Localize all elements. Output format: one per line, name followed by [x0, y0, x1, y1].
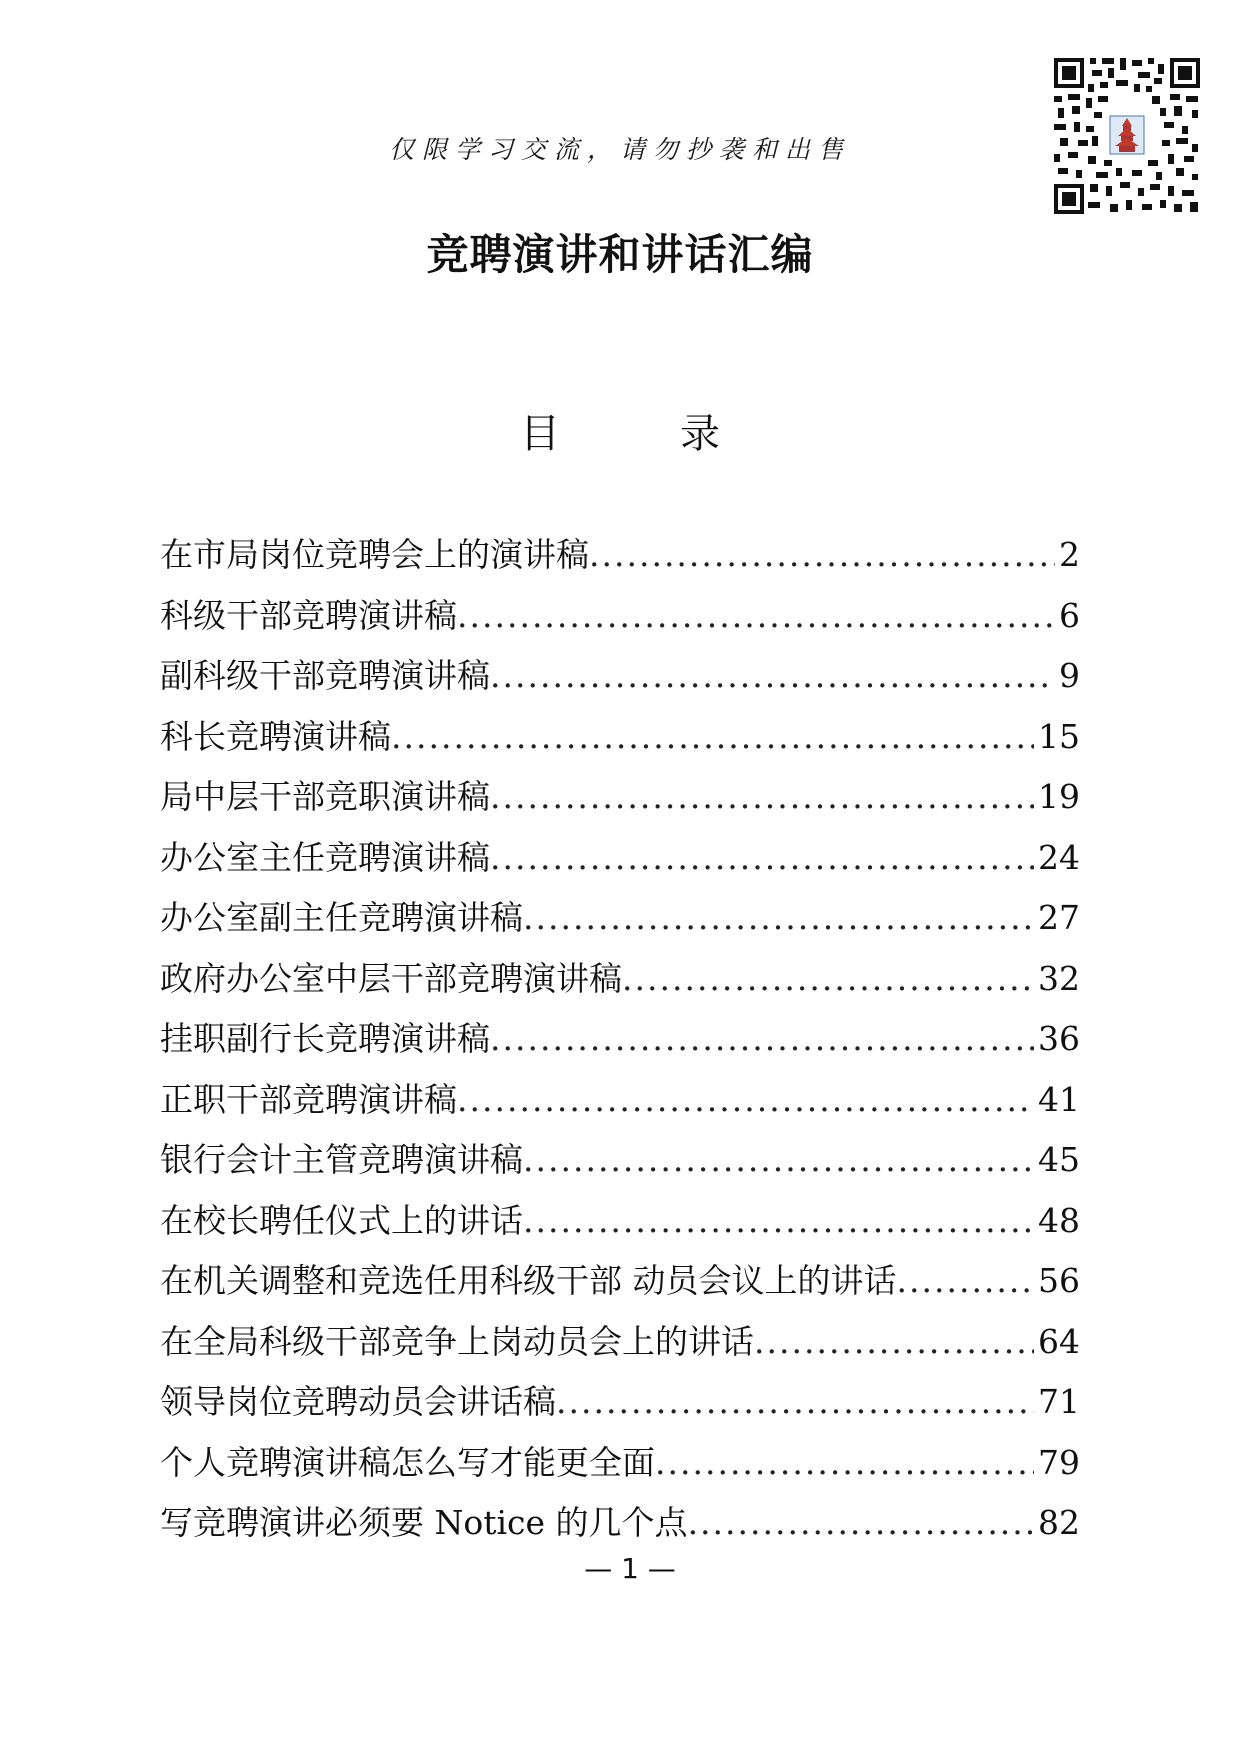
toc-dot-leader [754, 1312, 1034, 1372]
toc-entry-page: 79 [1038, 1442, 1080, 1482]
toc-entry-title: 在全局科级干部竞争上岗动员会上的讲话 [160, 1321, 754, 1361]
toc-entry-page: 48 [1038, 1200, 1080, 1240]
toc-entry[interactable] [160, 1251, 1080, 1312]
toc-entry-page: 15 [1038, 716, 1080, 756]
toc-entry[interactable] [160, 1070, 1080, 1131]
toc-entry-page: 82 [1038, 1503, 1080, 1543]
table-of-contents [160, 525, 1080, 1554]
toc-dot-leader [622, 949, 1034, 1009]
toc-dot-leader [655, 1433, 1034, 1493]
toc-entry-title: 办公室主任竞聘演讲稿 [160, 837, 490, 877]
toc-entry-title: 办公室副主任竞聘演讲稿 [160, 898, 523, 938]
toc-entry[interactable] [160, 1009, 1080, 1070]
toc-entry[interactable] [160, 828, 1080, 889]
toc-entry[interactable] [160, 646, 1080, 707]
toc-dot-leader [589, 525, 1055, 585]
qr-code-icon [1052, 56, 1202, 216]
toc-entry-title: 领导岗位竞聘动员会讲话稿 [160, 1382, 556, 1422]
toc-entry[interactable] [160, 525, 1080, 586]
toc-entry[interactable] [160, 888, 1080, 949]
toc-entry-title: 政府办公室中层干部竞聘演讲稿 [160, 958, 622, 998]
toc-dot-leader [490, 767, 1034, 827]
toc-entry[interactable] [160, 586, 1080, 647]
document-title: 竞聘演讲和讲话汇编 [426, 230, 814, 279]
toc-entry-page: 27 [1038, 898, 1080, 938]
toc-entry[interactable] [160, 1312, 1080, 1373]
toc-heading: 目 录 [520, 411, 760, 457]
toc-dot-leader [523, 1130, 1034, 1190]
toc-dot-leader [457, 1070, 1034, 1130]
toc-entry[interactable] [160, 767, 1080, 828]
toc-entry-title: 副科级干部竞聘演讲稿 [160, 656, 490, 696]
toc-dot-leader [490, 1009, 1034, 1069]
toc-dot-leader [897, 1251, 1035, 1311]
toc-entry[interactable] [160, 1130, 1080, 1191]
toc-entry[interactable] [160, 707, 1080, 768]
toc-dot-leader [523, 1191, 1034, 1251]
toc-entry[interactable] [160, 1191, 1080, 1252]
toc-dot-leader [688, 1493, 1034, 1553]
toc-entry-page: 64 [1038, 1321, 1080, 1361]
copyright-notice: 仅限学习交流，请勿抄袭和出售 [388, 135, 851, 164]
toc-dot-leader [457, 586, 1055, 646]
toc-entry-page: 36 [1038, 1019, 1080, 1059]
toc-entry-title: 科长竞聘演讲稿 [160, 716, 391, 756]
toc-entry-title: 在机关调整和竞选任用科级干部 动员会议上的讲话 [160, 1261, 897, 1301]
toc-entry-page: 71 [1038, 1382, 1080, 1422]
toc-entry-page: 19 [1038, 777, 1080, 817]
toc-entry-title: 科级干部竞聘演讲稿 [160, 595, 457, 635]
toc-entry-title: 银行会计主管竞聘演讲稿 [160, 1140, 523, 1180]
toc-entry[interactable] [160, 1433, 1080, 1494]
toc-dot-leader [490, 828, 1034, 888]
toc-entry-page: 32 [1038, 958, 1080, 998]
toc-entry-title: 局中层干部竞职演讲稿 [160, 777, 490, 817]
toc-entry[interactable] [160, 1372, 1080, 1433]
toc-entry[interactable] [160, 949, 1080, 1010]
toc-entry-page: 6 [1059, 595, 1080, 635]
toc-dot-leader [490, 646, 1055, 706]
toc-entry-title: 写竞聘演讲必须要 Notice 的几个点 [160, 1503, 688, 1543]
toc-dot-leader [523, 888, 1034, 948]
toc-entry-page: 45 [1038, 1140, 1080, 1180]
toc-entry-page: 41 [1038, 1079, 1080, 1119]
toc-entry-title: 个人竞聘演讲稿怎么写才能更全面 [160, 1442, 655, 1482]
toc-entry-page: 56 [1038, 1261, 1080, 1301]
toc-entry-page: 9 [1059, 656, 1080, 696]
toc-entry[interactable] [160, 1493, 1080, 1554]
toc-entry-title: 在市局岗位竞聘会上的演讲稿 [160, 535, 589, 575]
toc-dot-leader [391, 707, 1034, 767]
toc-entry-page: 24 [1038, 837, 1080, 877]
toc-entry-title: 在校长聘任仪式上的讲话 [160, 1200, 523, 1240]
page-number: — 1 — [584, 1552, 676, 1585]
toc-dot-leader [556, 1372, 1034, 1432]
toc-entry-title: 正职干部竞聘演讲稿 [160, 1079, 457, 1119]
toc-entry-page: 2 [1059, 535, 1080, 575]
toc-entry-title: 挂职副行长竞聘演讲稿 [160, 1019, 490, 1059]
